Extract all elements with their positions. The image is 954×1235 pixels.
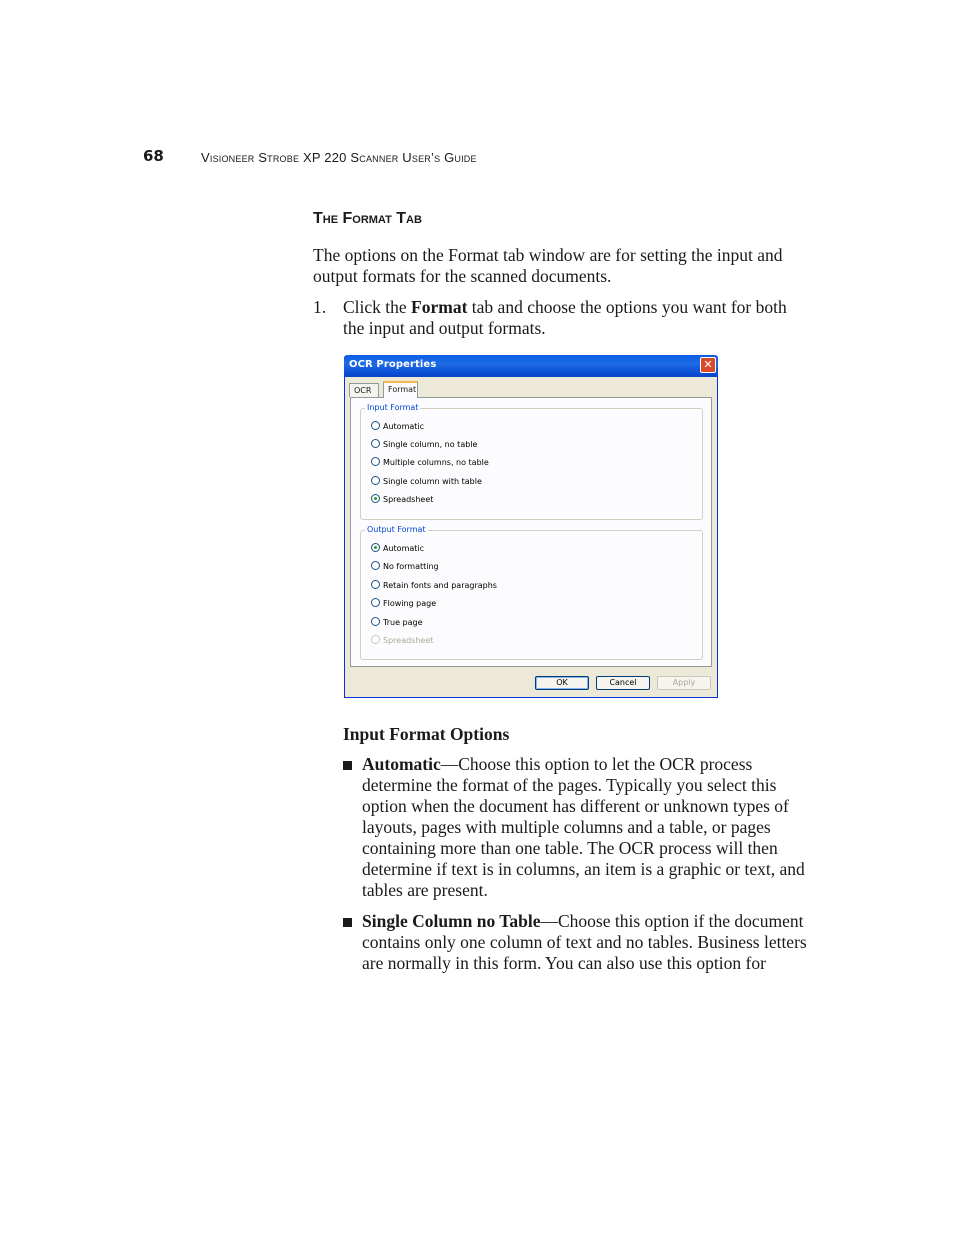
option-label: Spreadsheet (383, 636, 434, 645)
bullet-text (362, 911, 808, 974)
step-text (343, 297, 808, 339)
bullet-term: Single Column no Table (362, 911, 541, 931)
radio-icon[interactable] (371, 439, 380, 448)
radio-icon[interactable] (371, 476, 380, 485)
step-number: 1. (313, 297, 327, 317)
radio-selected-icon[interactable] (371, 543, 380, 552)
running-title: Visioneer Strobe XP 220 Scanner User’s Guide (201, 150, 477, 165)
input-option-automatic[interactable] (371, 421, 424, 433)
apply-button: Apply (657, 676, 711, 690)
dialog-titlebar[interactable] (344, 355, 718, 377)
close-icon[interactable]: ✕ (700, 357, 716, 373)
option-label: Multiple columns, no table (383, 458, 489, 467)
radio-icon[interactable] (371, 457, 380, 466)
radio-icon[interactable] (371, 617, 380, 626)
output-format-legend: Output Format (367, 525, 426, 534)
option-label: Spreadsheet (383, 495, 434, 504)
tab-format[interactable]: Format (383, 381, 418, 398)
bullet-square-icon (343, 918, 352, 927)
option-label: True page (383, 618, 423, 627)
option-label: Single column, no table (383, 440, 478, 449)
output-option-flowing-page[interactable] (371, 598, 436, 610)
step-text-before: Click the (343, 297, 412, 317)
option-label: Automatic (383, 544, 425, 553)
cancel-button[interactable]: Cancel (596, 676, 650, 690)
input-option-spreadsheet[interactable] (371, 494, 433, 506)
bullet-term: Automatic (362, 754, 441, 774)
output-option-retain-fonts[interactable] (371, 580, 497, 592)
step-1 (313, 297, 808, 339)
input-format-legend: Input Format (367, 403, 419, 412)
bullet-text (362, 754, 808, 901)
radio-icon[interactable] (371, 421, 380, 430)
bullet-automatic (343, 754, 808, 901)
option-label: Flowing page (383, 599, 437, 608)
radio-icon[interactable] (371, 561, 380, 570)
bullet-description: —Choose this option to let the OCR process determine the format of the pages. Typically you select this option when the document has different or unknown types of layouts, pages with multiple columns and a table, or pages containing more than one table. The OCR process will then determine if text is in columns, an item is a graphic or text, and tables are present. (362, 754, 805, 900)
output-option-no-formatting[interactable] (371, 561, 439, 573)
section-title: The Format Tab (313, 210, 422, 227)
radio-disabled-icon (371, 635, 380, 644)
radio-selected-icon[interactable] (371, 494, 380, 503)
bullet-single-column-no-table (343, 911, 808, 974)
input-format-options-heading: Input Format Options (343, 724, 510, 744)
output-option-true-page[interactable] (371, 617, 423, 629)
ok-button[interactable]: OK (535, 676, 589, 690)
input-option-single-column-with-table[interactable] (371, 476, 482, 488)
bullet-square-icon (343, 761, 352, 770)
input-option-multiple-columns-no-table[interactable] (371, 457, 489, 469)
page-number: 68 (143, 147, 164, 165)
step-text-after: tab and choose the options you want for both the input and output formats. (343, 297, 787, 338)
ocr-properties-dialog (344, 355, 718, 698)
tab-ocr[interactable]: OCR (349, 383, 379, 397)
dialog-title: OCR Properties (349, 359, 437, 370)
step-text-bold: Format (411, 297, 468, 317)
option-label: Retain fonts and paragraphs (383, 581, 497, 590)
option-label: No formatting (383, 562, 439, 571)
input-format-group (360, 403, 703, 520)
bullet-description: —Choose this option if the document contains only one column of text and no tables. Business letters are normally in this form. You can also use this option for (362, 911, 807, 973)
output-option-spreadsheet (371, 635, 433, 647)
intro-paragraph: The options on the Format tab window are for setting the input and output formats for the scanned documents. (313, 245, 783, 286)
format-tab-panel (350, 397, 712, 667)
radio-icon[interactable] (371, 598, 380, 607)
option-label: Single column with table (383, 477, 482, 486)
radio-icon[interactable] (371, 580, 380, 589)
output-option-automatic[interactable] (371, 543, 424, 555)
option-label: Automatic (383, 422, 425, 431)
input-option-single-column-no-table[interactable] (371, 439, 477, 451)
output-format-group (360, 525, 703, 660)
